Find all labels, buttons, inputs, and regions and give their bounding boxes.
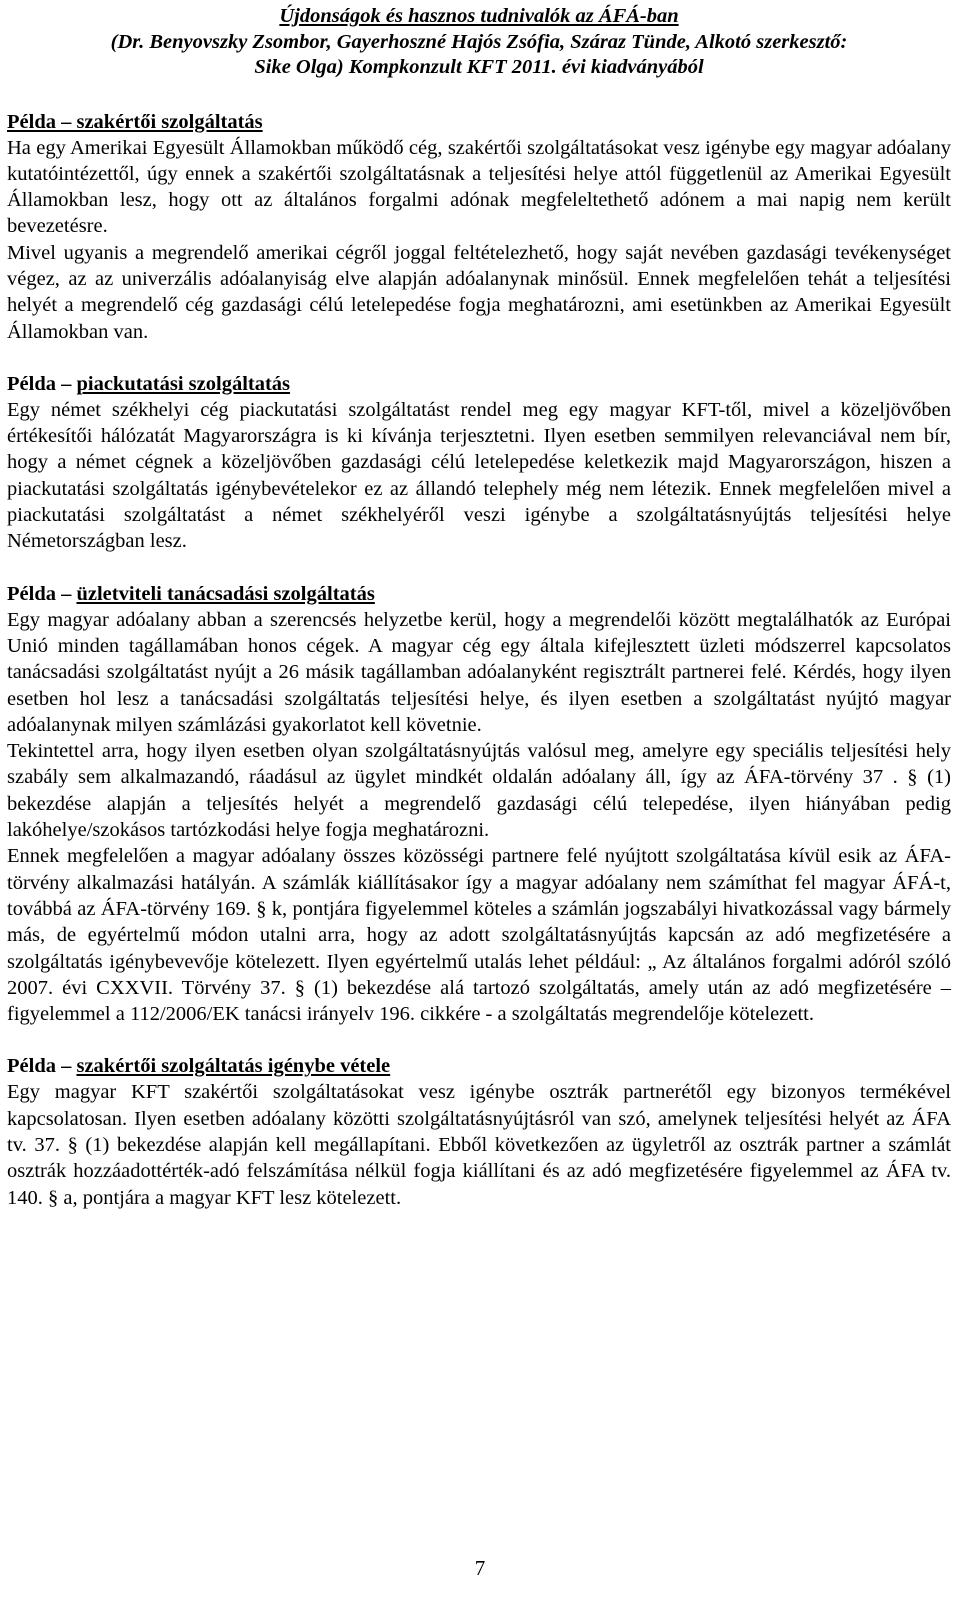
paragraph: Ha egy Amerikai Egyesült Államokban működő cég, szakértői szolgáltatásokat vesz igénybe egy magyar adóalany kutatóintézettől, úgy ennek a szakértői szolgáltatásnak a teljesítési helye attól függetlenül az Amerikai Egyesült Államokban lesz, hogy ott az általános forgalmi adónak megfeleltethető adónem a mai napig nem került bevezetésre. — [7, 136, 951, 238]
heading-title: üzletviteli tanácsadási szolgáltatás — [76, 582, 375, 605]
section-szakertoi-szolgaltatas — [7, 109, 951, 345]
paragraph: Egy német székhelyi cég piackutatási szolgáltatást rendel meg egy magyar KFT-től, mivel a közeljövőben értékesítői hálózatát Magyarországra is ki kívánja terjesztetni. Ilyen esetben semmilyen relevanciával nem bír, hogy a német cégnek a közeljövőben gazdasági célú letelepedése keletkezik majd Magyarországon, hiszen a piackutatási szolgáltatás igénybevételekor ez az állandó telephely még nem létezik. Ennek megfelelően mivel a piackutatási szolgáltatást a német székhelyéről veszi igénybe a szolgáltatásnyújtás teljesítési helye Németországban lesz. — [7, 398, 951, 553]
section-uzletviteli-tanacsadas — [7, 581, 951, 1028]
page-number: 7 — [474, 1556, 486, 1580]
header-source: Sike Olga) Kompkonzult KFT 2011. évi kiadványából — [254, 56, 704, 78]
section-heading — [7, 1053, 951, 1079]
heading-prefix: Példa – — [7, 582, 77, 605]
section-szakertoi-igenybevetel — [7, 1053, 951, 1210]
section-heading — [7, 109, 951, 135]
heading-title: piackutatási szolgáltatás — [76, 372, 291, 395]
paragraph: Ennek megfelelően a magyar adóalany összes közösségi partnere felé nyújtott szolgáltatása kívül esik az ÁFA-törvény alkalmazási hatályán. A számlák kiállításakor így a magyar adóalany nem számíthat fel magyar ÁFÁ-t, továbbá az ÁFA-törvény 169. § k, pontjára figyelemmel köteles a számlán jogszabályi hivatkozással vagy bármely más, de egyértelmű módon utalni arra, hogy az adott szolgáltatásnyújtás kapcsán az adó megfizetésére a szolgáltatás igénybevevője kötelezett. Ilyen egyértelmű utalás lehet például: „ Az általános forgalmi adóról szóló 2007. évi CXXVII. Törvény 37. § (1) bekezdése alá tartozó szolgáltatás, amely után az adó megfizetésére – figyelemmel a 112/2006/EK tanácsi irányelv 196. cikkére - a szolgáltatás megrendelője kötelezett. — [7, 845, 951, 1026]
heading-prefix: Példa – — [7, 1055, 77, 1078]
section-piackutatasi-szolgaltatas — [7, 371, 951, 555]
heading-title: szakértői szolgáltatás igénybe vétele — [76, 1055, 391, 1078]
document-page — [7, 0, 951, 1211]
heading-prefix: Példa – — [7, 372, 77, 395]
heading-prefix: Példa – — [7, 110, 77, 133]
document-header — [7, 4, 951, 81]
paragraph: Egy magyar adóalany abban a szerencsés helyzetbe kerül, hogy a megrendelői között megtalálhatók az Európai Unió minden tagállamában honos cégek. A magyar cég egy általa kifejlesztett üzleti módszerrel kapcsolatos tanácsadási szolgáltatást nyújt a 26 másik tagállamban adóalanyként regisztrált partnerei felé. Kérdés, hogy ilyen esetben hol lesz a tanácsadási szolgáltatás teljesítési helye, és ilyen esetben a szolgáltatást nyújtó magyar adóalanynak milyen számlázási gyakorlatot kell követnie. — [7, 608, 951, 736]
paragraph: Egy magyar KFT szakértői szolgáltatásokat vesz igénybe osztrák partnerétől egy bizonyos termékével kapcsolatosan. Ilyen esetben adóalany közötti szolgáltatásnyújtásról van szó, amelynek teljesítési helyét az ÁFA tv. 37. § (1) bekezdése alapján kell megállapítani. Ebből következően az ügyletről az osztrák partner a számlát osztrák hozzáadottérték-adó felszámítása nélkül fogja kiállítani és az adó megfizetésére figyelemmel az ÁFA tv. 140. § a, pontjára a magyar KFT lesz kötelezett. — [7, 1081, 951, 1209]
section-heading — [7, 581, 951, 607]
paragraph: Tekintettel arra, hogy ilyen esetben olyan szolgáltatásnyújtás valósul meg, amelyre egy speciális teljesítési hely szabály sem alkalmazandó, ráadásul az ügylet mindkét oldalán adóalany áll, így az ÁFA-törvény 37 . § (1) bekezdése alapján a teljesítés helyét a megrendelő gazdasági célú telepedése, ilyen hiányában pedig lakóhelye/szokásos tartózkodási helye fogja meghatározni. — [7, 740, 951, 842]
paragraph: Mivel ugyanis a megrendelő amerikai cégről joggal feltételezhető, hogy saját nevében gazdasági tevékenységet végez, az az univerzális adóalanyiság elve alapján adóalanynak minősül. Ennek megfelelően tehát a teljesítési helyét a megrendelő cég gazdasági célú letelepedése fogja meghatározni, ami esetünkben az Amerikai Egyesült Államokban van. — [7, 241, 951, 343]
header-title: Újdonságok és hasznos tudnivalók az ÁFÁ-ban — [279, 5, 679, 27]
heading-title: szakértői szolgáltatás — [76, 110, 263, 133]
section-heading — [7, 371, 951, 397]
header-authors: (Dr. Benyovszky Zsombor, Gayerhoszné Hajós Zsófia, Száraz Tünde, Alkotó szerkesztő: — [110, 30, 848, 53]
